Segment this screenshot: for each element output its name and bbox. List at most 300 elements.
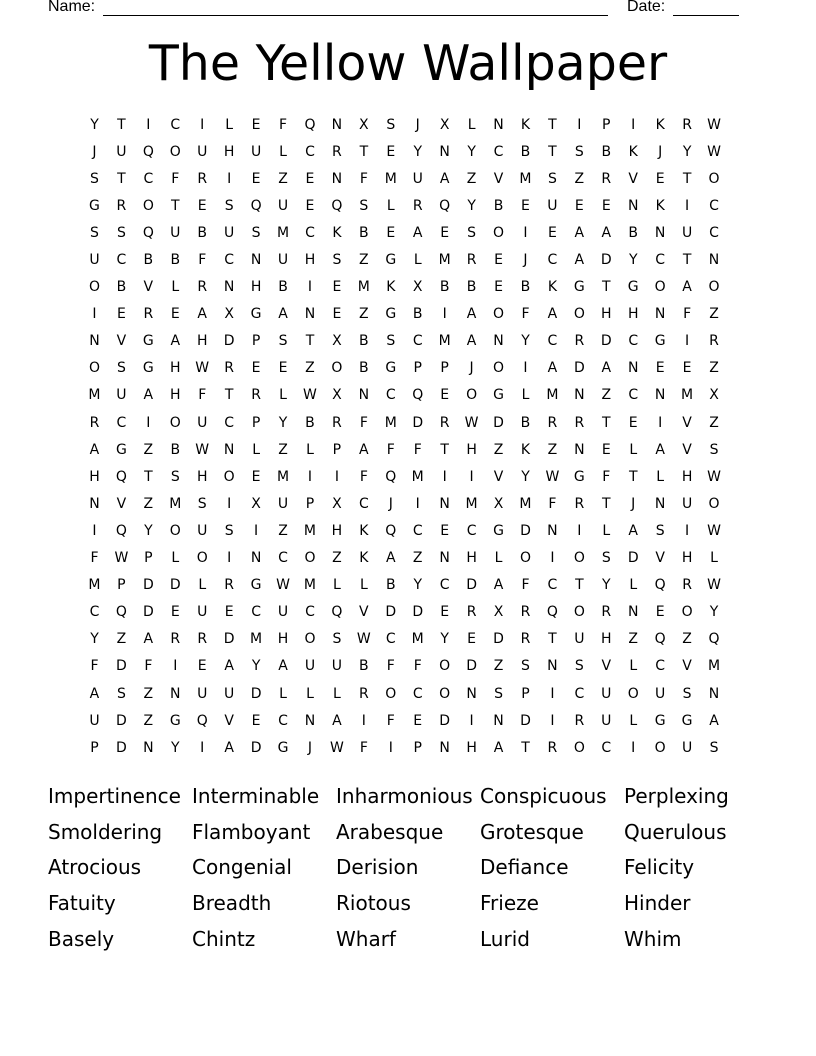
grid-letter[interactable]: N [250,252,262,269]
grid-letter[interactable]: Z [493,658,504,675]
grid-letter[interactable]: Y [628,252,638,269]
grid-letter[interactable]: G [277,739,289,756]
grid-letter[interactable]: M [707,658,721,675]
grid-letter[interactable]: A [439,170,450,187]
grid-letter[interactable]: C [412,522,423,539]
grid-letter[interactable]: R [520,604,531,621]
grid-letter[interactable]: Y [413,143,422,160]
grid-letter[interactable]: M [250,631,263,648]
grid-letter[interactable]: I [415,495,420,512]
grid-letter[interactable]: S [116,224,126,241]
grid-letter[interactable]: U [197,143,208,160]
grid-letter[interactable]: Y [440,631,449,648]
grid-letter[interactable]: Q [250,197,262,214]
grid-letter[interactable]: D [116,739,127,756]
grid-letter[interactable]: C [224,252,235,269]
grid-letter[interactable]: I [631,116,636,133]
grid-letter[interactable]: E [332,306,342,323]
grid-letter[interactable]: G [573,468,585,485]
grid-letter[interactable]: G [142,333,154,350]
grid-letter[interactable]: Q [304,116,316,133]
grid-letter[interactable]: E [251,712,261,729]
grid-letter[interactable]: O [466,387,478,404]
grid-letter[interactable]: D [600,333,612,350]
grid-letter[interactable]: H [170,360,181,377]
grid-letter[interactable]: Q [331,197,343,214]
grid-letter[interactable]: E [655,360,665,377]
grid-letter[interactable]: Z [574,170,585,187]
grid-letter[interactable]: Z [359,252,369,269]
grid-letter[interactable]: O [654,279,666,296]
grid-letter[interactable]: N [493,116,504,133]
grid-letter[interactable]: C [709,224,719,241]
grid-letter[interactable]: B [412,306,423,323]
grid-letter[interactable]: D [223,333,235,350]
grid-letter[interactable]: G [385,306,397,323]
grid-letter[interactable]: P [305,495,315,512]
grid-letter[interactable]: P [440,360,449,377]
grid-letter[interactable]: A [628,522,638,539]
grid-letter[interactable]: B [170,441,181,458]
grid-letter[interactable]: N [331,170,343,187]
grid-letter[interactable]: B [359,333,369,350]
grid-letter[interactable]: C [493,143,504,160]
grid-letter[interactable]: K [332,224,342,241]
grid-letter[interactable]: N [493,333,504,350]
grid-letter[interactable]: W [464,414,479,431]
grid-letter[interactable]: E [305,197,315,214]
grid-letter[interactable]: S [197,495,207,512]
grid-letter[interactable]: S [574,143,584,160]
grid-letter[interactable]: A [601,360,612,377]
grid-letter[interactable]: E [655,604,665,621]
grid-letter[interactable]: D [250,739,262,756]
grid-letter[interactable]: P [413,739,422,756]
grid-letter[interactable]: G [115,441,127,458]
grid-letter[interactable]: X [332,495,342,512]
grid-letter[interactable]: I [685,333,690,350]
grid-letter[interactable]: N [466,685,477,702]
grid-letter[interactable]: G [654,712,666,729]
grid-letter[interactable]: W [707,522,721,539]
grid-letter[interactable]: S [224,522,234,539]
grid-letter[interactable]: M [519,495,532,512]
grid-letter[interactable]: E [494,252,503,269]
grid-letter[interactable]: U [655,685,666,702]
grid-letter[interactable]: L [198,577,207,594]
grid-letter[interactable]: Z [709,360,719,377]
grid-letter[interactable]: B [359,658,369,675]
grid-letter[interactable]: I [334,468,339,485]
grid-letter[interactable]: L [306,685,314,702]
grid-letter[interactable]: M [519,170,532,187]
grid-letter[interactable]: C [278,712,288,729]
grid-letter[interactable]: F [683,306,692,323]
grid-letter[interactable]: S [278,333,288,350]
grid-letter[interactable]: Q [546,604,558,621]
grid-letter[interactable]: Y [521,468,530,485]
grid-letter[interactable]: N [89,333,100,350]
grid-letter[interactable]: A [332,712,342,729]
grid-letter[interactable]: G [573,279,585,296]
grid-letter[interactable]: Z [709,306,719,323]
grid-letter[interactable]: I [685,522,690,539]
grid-letter[interactable]: I [577,116,582,133]
grid-letter[interactable]: Z [628,631,639,648]
grid-letter[interactable]: F [198,252,207,269]
grid-letter[interactable]: M [411,631,424,648]
grid-letter[interactable]: Y [90,631,99,648]
grid-letter[interactable]: N [654,306,666,323]
grid-letter[interactable]: M [276,468,290,485]
grid-letter[interactable]: R [412,197,423,214]
grid-letter[interactable]: V [601,658,612,675]
grid-letter[interactable]: D [600,252,612,269]
grid-letter[interactable]: Q [115,604,127,621]
grid-letter[interactable]: Y [467,143,476,160]
grid-letter[interactable]: V [682,414,692,431]
grid-letter[interactable]: A [224,658,234,675]
grid-letter[interactable]: S [386,333,396,350]
grid-letter[interactable]: A [89,685,100,702]
grid-letter[interactable]: E [494,279,503,296]
grid-letter[interactable]: O [573,739,585,756]
grid-letter[interactable]: N [223,279,235,296]
grid-letter[interactable]: B [520,143,531,160]
grid-letter[interactable]: Y [278,414,288,431]
grid-letter[interactable]: C [547,577,558,594]
grid-letter[interactable]: I [442,468,447,485]
grid-letter[interactable]: X [251,495,261,512]
grid-letter[interactable]: R [547,739,558,756]
grid-letter[interactable]: L [279,143,287,160]
grid-letter[interactable]: S [116,360,126,377]
grid-letter[interactable]: F [198,387,207,404]
grid-letter[interactable]: O [519,550,531,567]
grid-letter[interactable]: D [573,360,585,377]
grid-letter[interactable]: A [143,387,154,404]
grid-letter[interactable]: S [467,224,477,241]
grid-letter[interactable]: P [144,550,153,567]
grid-letter[interactable]: Z [305,360,315,377]
grid-letter[interactable]: G [681,712,693,729]
grid-letter[interactable]: T [359,143,369,160]
grid-letter[interactable]: T [575,577,584,594]
grid-letter[interactable]: D [142,577,154,594]
grid-letter[interactable]: R [170,631,181,648]
grid-letter[interactable]: I [550,550,555,567]
grid-letter[interactable]: W [329,739,344,756]
grid-letter[interactable]: R [574,333,585,350]
grid-letter[interactable]: K [655,197,665,214]
grid-letter[interactable]: O [88,360,100,377]
grid-letter[interactable]: U [89,252,100,269]
grid-letter[interactable]: N [439,550,450,567]
grid-letter[interactable]: A [466,333,477,350]
grid-letter[interactable]: E [440,522,450,539]
grid-letter[interactable]: R [547,414,558,431]
grid-letter[interactable]: G [493,387,504,404]
grid-letter[interactable]: D [169,577,181,594]
grid-letter[interactable]: Z [359,306,369,323]
grid-letter[interactable]: N [574,441,585,458]
grid-letter[interactable]: S [359,197,369,214]
grid-letter[interactable]: N [627,360,639,377]
grid-letter[interactable]: U [547,197,558,214]
grid-letter[interactable]: C [305,604,315,621]
grid-letter[interactable]: U [250,143,262,160]
grid-letter[interactable]: L [333,577,341,594]
grid-letter[interactable]: O [439,685,451,702]
grid-letter[interactable]: L [279,387,287,404]
grid-letter[interactable]: A [278,658,288,675]
grid-letter[interactable]: C [574,685,585,702]
grid-letter[interactable]: O [708,170,720,187]
grid-letter[interactable]: U [681,739,693,756]
grid-letter[interactable]: T [548,631,557,648]
grid-letter[interactable]: S [332,631,342,648]
grid-letter[interactable]: P [90,739,99,756]
grid-letter[interactable]: L [656,468,665,485]
grid-letter[interactable]: X [332,387,342,404]
grid-letter[interactable]: F [90,550,99,567]
grid-letter[interactable]: I [227,550,232,567]
grid-letter[interactable]: C [655,658,666,675]
grid-letter[interactable]: U [304,658,316,675]
grid-letter[interactable]: E [332,279,342,296]
grid-letter[interactable]: V [682,441,692,458]
grid-letter[interactable]: F [386,712,395,729]
grid-letter[interactable]: I [469,468,474,485]
grid-letter[interactable]: D [520,712,531,729]
grid-letter[interactable]: E [251,360,261,377]
grid-letter[interactable]: Y [602,577,611,594]
grid-letter[interactable]: X [493,495,504,512]
grid-letter[interactable]: S [332,252,342,269]
grid-letter[interactable]: Q [385,468,397,485]
grid-letter[interactable]: C [466,522,477,539]
grid-letter[interactable]: U [412,170,423,187]
grid-letter[interactable]: H [466,550,477,567]
grid-letter[interactable]: R [197,170,208,187]
grid-letter[interactable]: A [170,333,181,350]
grid-letter[interactable]: F [171,170,180,187]
grid-letter[interactable]: U [116,387,127,404]
grid-letter[interactable]: Q [708,631,720,648]
grid-letter[interactable]: Z [143,441,154,458]
grid-letter[interactable]: E [386,224,396,241]
grid-letter[interactable]: N [331,116,343,133]
grid-letter[interactable]: O [142,197,154,214]
grid-letter[interactable]: V [655,550,665,567]
grid-letter[interactable]: L [359,577,368,594]
grid-letter[interactable]: E [413,712,423,729]
grid-letter[interactable]: A [547,360,558,377]
grid-letter[interactable]: J [415,116,420,133]
grid-letter[interactable]: K [359,522,369,539]
grid-letter[interactable]: O [169,522,181,539]
grid-letter[interactable]: O [627,685,639,702]
grid-letter[interactable]: V [116,495,127,512]
grid-letter[interactable]: D [385,604,397,621]
grid-letter[interactable]: V [682,658,692,675]
grid-letter[interactable]: L [171,279,180,296]
grid-letter[interactable]: O [223,468,235,485]
grid-letter[interactable]: C [628,387,639,404]
grid-letter[interactable]: A [89,441,100,458]
grid-letter[interactable]: N [170,685,181,702]
grid-letter[interactable]: G [627,279,639,296]
grid-letter[interactable]: B [305,414,315,431]
grid-letter[interactable]: C [251,604,261,621]
grid-letter[interactable]: Z [466,170,477,187]
grid-letter[interactable]: E [251,468,261,485]
grid-letter[interactable]: C [547,333,558,350]
grid-letter[interactable]: O [681,604,693,621]
grid-letter[interactable]: I [307,279,313,296]
grid-letter[interactable]: O [169,143,181,160]
grid-letter[interactable]: Y [144,522,153,539]
grid-letter[interactable]: H [681,550,693,567]
grid-letter[interactable]: G [142,360,154,377]
grid-letter[interactable]: F [413,658,422,675]
grid-letter[interactable]: O [169,414,181,431]
grid-letter[interactable]: F [521,306,530,323]
grid-letter[interactable]: A [493,577,504,594]
grid-letter[interactable]: Q [385,522,397,539]
grid-letter[interactable]: U [197,685,208,702]
grid-letter[interactable]: Y [90,116,99,133]
grid-letter[interactable]: T [682,252,692,269]
grid-letter[interactable]: N [708,252,720,269]
grid-letter[interactable]: F [359,170,368,187]
grid-letter[interactable]: C [224,414,235,431]
grid-letter[interactable]: N [89,495,100,512]
grid-letter[interactable]: S [386,116,396,133]
grid-letter[interactable]: I [631,739,636,756]
grid-letter[interactable]: I [577,522,582,539]
grid-letter[interactable]: L [629,577,638,594]
grid-letter[interactable]: U [601,712,612,729]
grid-letter[interactable]: M [276,224,290,241]
grid-letter[interactable]: Z [278,441,288,458]
grid-letter[interactable]: S [224,197,234,214]
grid-letter[interactable]: N [493,712,504,729]
grid-letter[interactable]: N [304,306,316,323]
grid-letter[interactable]: W [707,468,721,485]
grid-letter[interactable]: Q [439,197,451,214]
grid-letter[interactable]: U [601,685,612,702]
grid-letter[interactable]: H [627,306,639,323]
grid-letter[interactable]: L [629,441,638,458]
grid-letter[interactable]: M [384,414,397,431]
grid-letter[interactable]: L [494,550,503,567]
grid-letter[interactable]: A [574,224,585,241]
grid-letter[interactable]: Y [171,739,180,756]
grid-letter[interactable]: A [709,712,719,729]
grid-letter[interactable]: G [250,577,262,594]
grid-letter[interactable]: F [521,577,530,594]
grid-letter[interactable]: W [356,631,371,648]
grid-letter[interactable]: O [654,739,666,756]
grid-letter[interactable]: R [601,604,612,621]
grid-letter[interactable]: E [682,360,692,377]
grid-letter[interactable]: O [331,360,343,377]
grid-letter[interactable]: L [333,685,341,702]
grid-letter[interactable]: N [143,739,154,756]
grid-letter[interactable]: R [116,197,127,214]
grid-letter[interactable]: H [304,252,316,269]
grid-letter[interactable]: Z [143,495,154,512]
grid-letter[interactable]: I [658,414,663,431]
grid-letter[interactable]: Y [682,143,692,160]
grid-letter[interactable]: C [547,252,558,269]
grid-letter[interactable]: A [682,279,692,296]
grid-letter[interactable]: B [170,252,181,269]
grid-letter[interactable]: I [227,170,232,187]
grid-letter[interactable]: T [602,279,611,296]
grid-letter[interactable]: X [412,279,423,296]
grid-letter[interactable]: E [440,604,450,621]
grid-letter[interactable]: Q [115,468,127,485]
grid-letter[interactable]: X [359,116,369,133]
grid-letter[interactable]: H [601,631,612,648]
grid-letter[interactable]: J [307,739,313,756]
grid-letter[interactable]: N [627,604,639,621]
grid-letter[interactable]: C [278,550,288,567]
grid-letter[interactable]: U [197,414,208,431]
grid-letter[interactable]: M [303,577,317,594]
grid-letter[interactable]: I [469,712,474,729]
grid-letter[interactable]: R [224,577,235,594]
grid-letter[interactable]: N [439,495,450,512]
grid-letter[interactable]: U [277,252,289,269]
grid-letter[interactable]: T [548,143,557,160]
grid-letter[interactable]: U [574,631,585,648]
grid-letter[interactable]: S [655,522,665,539]
grid-letter[interactable]: D [142,604,154,621]
grid-letter[interactable]: L [386,197,395,214]
grid-letter[interactable]: I [254,522,259,539]
grid-letter[interactable]: N [654,387,666,404]
grid-letter[interactable]: U [224,685,235,702]
grid-letter[interactable]: T [224,387,234,404]
grid-letter[interactable]: E [170,306,180,323]
grid-letter[interactable]: D [412,604,424,621]
grid-letter[interactable]: C [116,252,127,269]
grid-letter[interactable]: D [493,414,504,431]
grid-letter[interactable]: L [171,550,180,567]
grid-letter[interactable]: A [547,306,558,323]
grid-letter[interactable]: G [169,712,181,729]
grid-letter[interactable]: P [117,577,126,594]
grid-letter[interactable]: M [465,495,478,512]
grid-letter[interactable]: J [631,495,636,512]
grid-letter[interactable]: W [707,116,721,133]
grid-letter[interactable]: T [682,170,692,187]
grid-letter[interactable]: P [251,333,261,350]
grid-letter[interactable]: C [305,143,315,160]
grid-letter[interactable]: O [573,550,585,567]
grid-letter[interactable]: I [550,685,555,702]
grid-letter[interactable]: S [521,658,530,675]
grid-letter[interactable]: U [89,712,100,729]
name-blank-line[interactable] [103,15,608,16]
grid-letter[interactable]: C [709,197,719,214]
grid-letter[interactable]: S [601,550,611,567]
grid-letter[interactable]: W [545,468,560,485]
grid-letter[interactable]: R [574,712,585,729]
